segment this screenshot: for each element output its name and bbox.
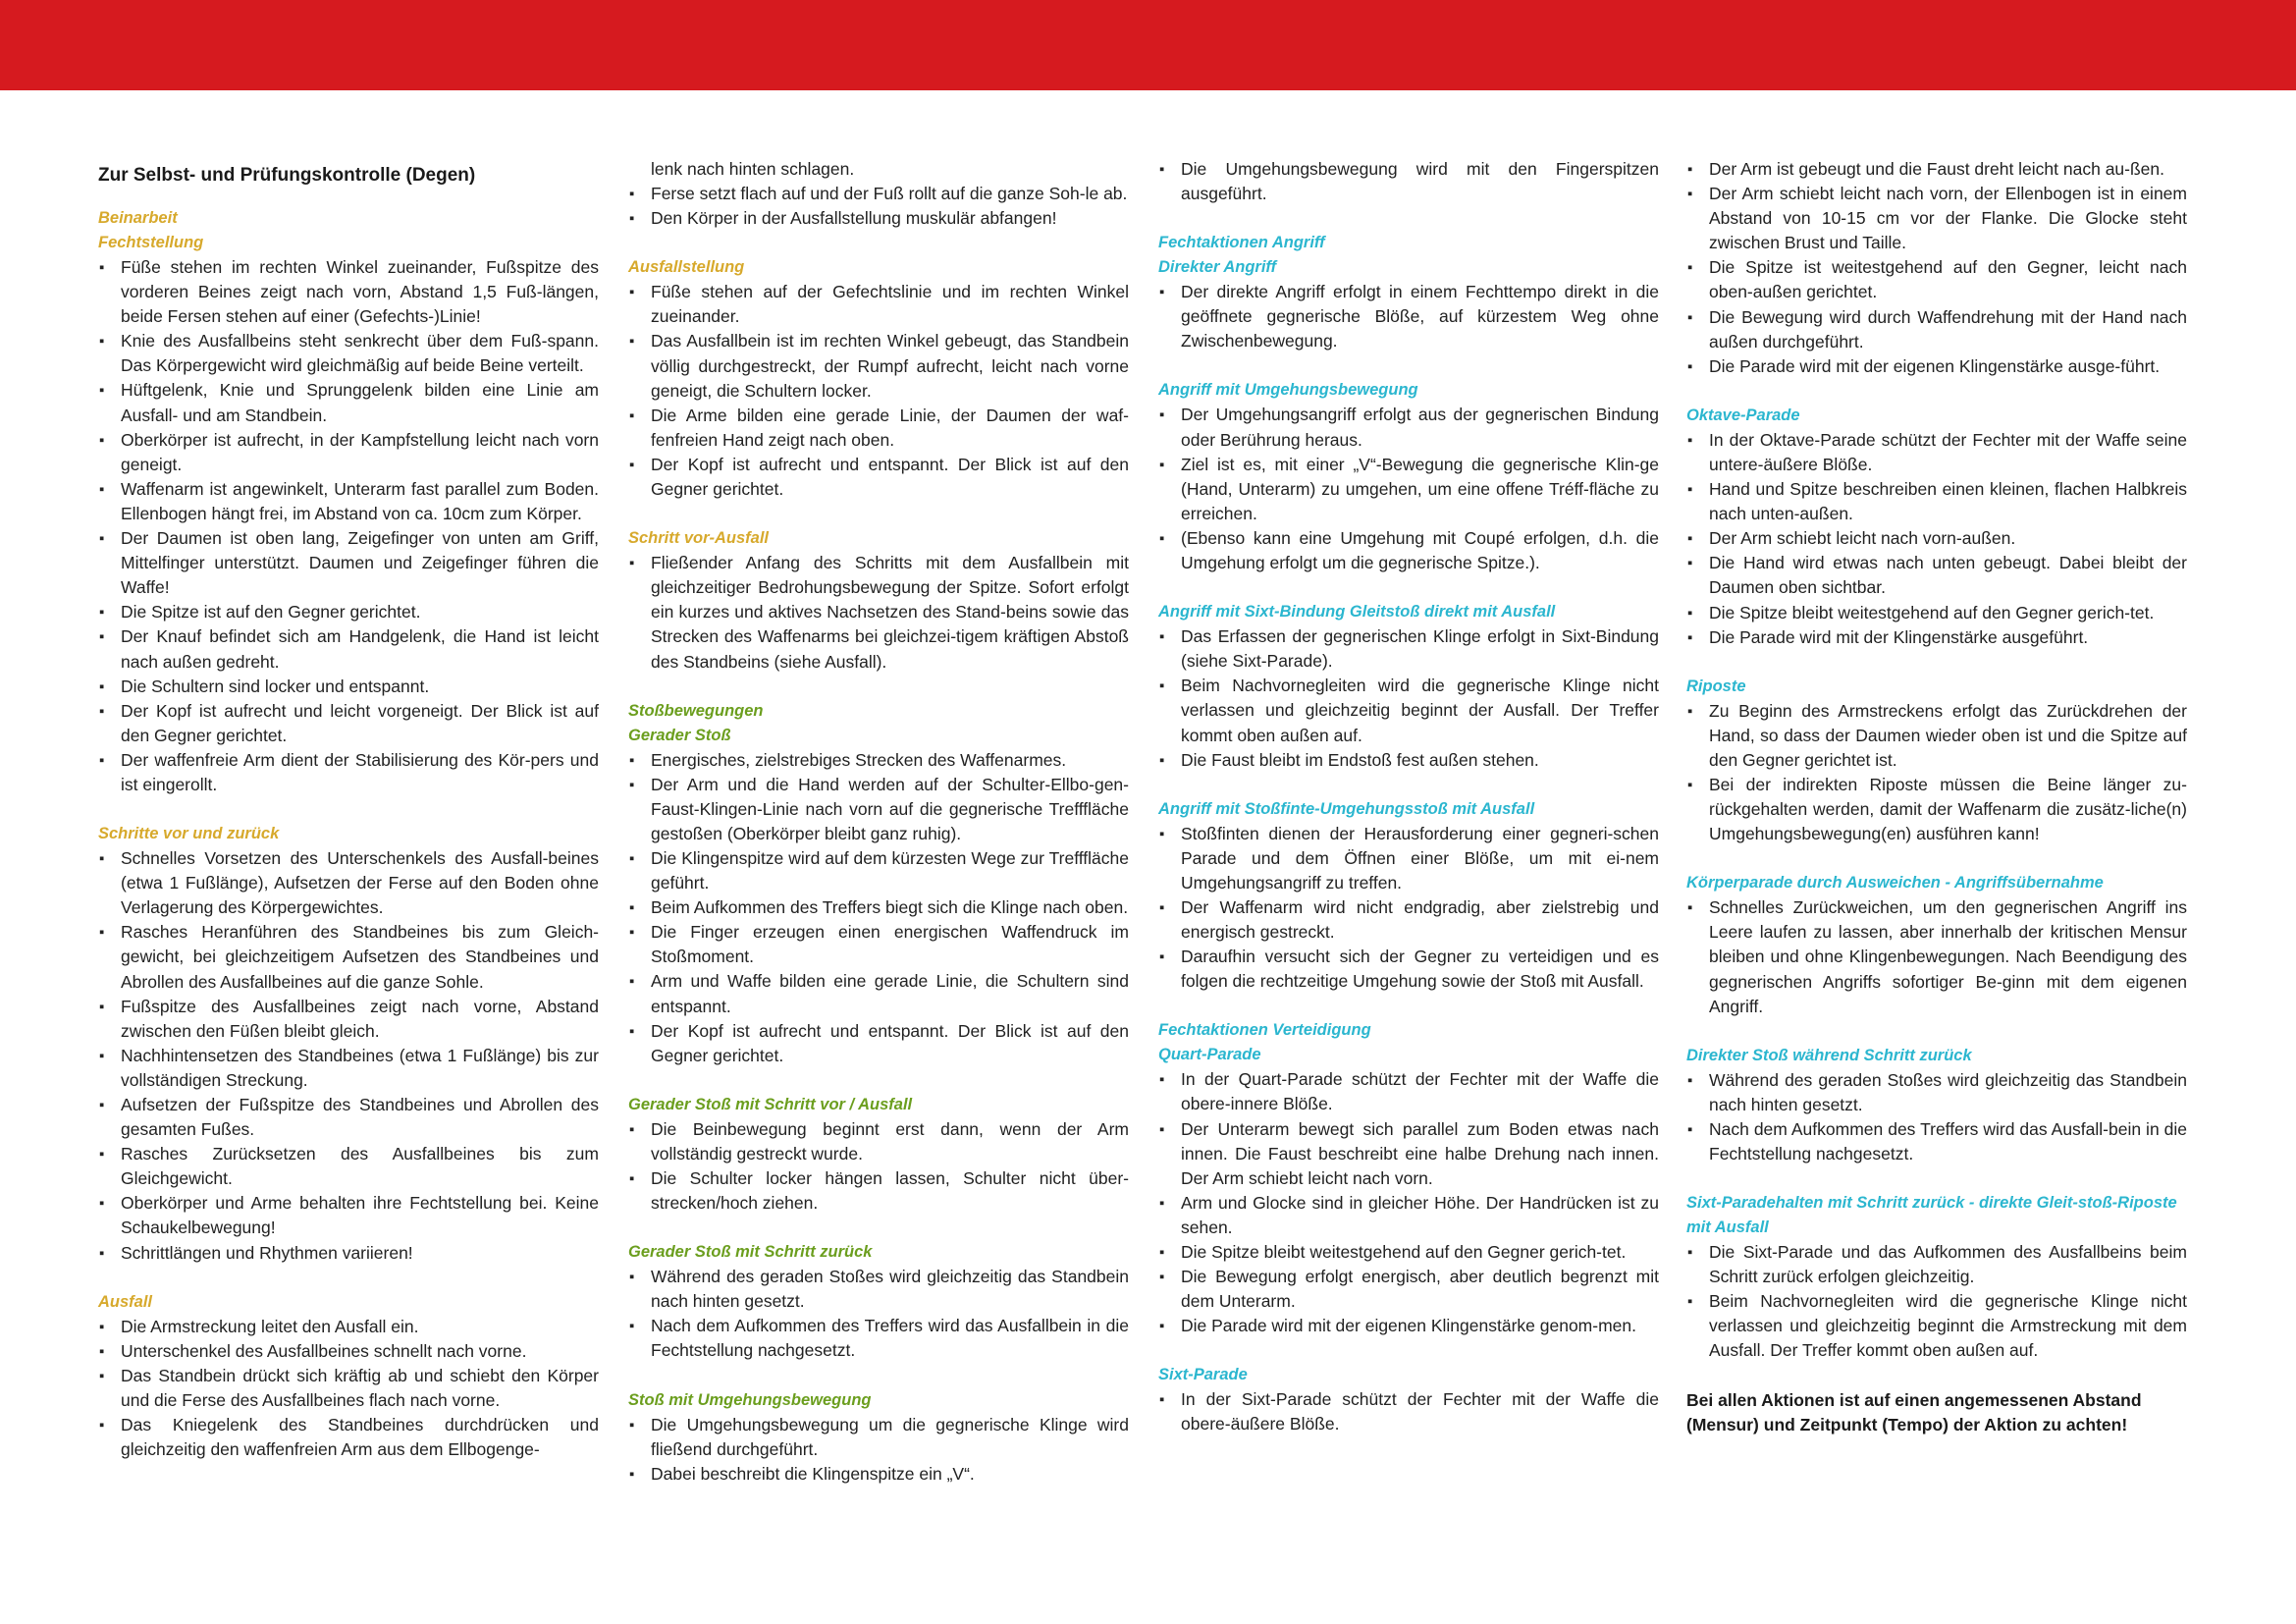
list-item: ▪ Das Ausfallbein ist im rechten Winkel gebeugt, das Standbein völlig durchgestreckt, der Rumpf aufrecht, leicht nach vorne geneigt, die Schultern locker. (628, 329, 1129, 403)
section-heading: Stoßbewegungen (628, 701, 764, 720)
list-item: ▪ Die Schultern sind locker und entspannt. (98, 675, 599, 699)
section-heading: Beinarbeit (98, 209, 178, 227)
list-item: ▪ Schnelles Vorsetzen des Unterschenkels des Ausfall-beines (etwa 1 Fußlänge), Aufsetzen der Ferse auf den Boden ohne Verlagerung des Körpergewichtes. (98, 846, 599, 920)
bullet-list (628, 1413, 1129, 1487)
section-heading: Direkter Stoß während Schritt zurück (1686, 1046, 1972, 1064)
section-continuation (1158, 157, 1659, 206)
list-item: ▪ Der waffenfreie Arm dient der Stabilisierung des Kör-pers und ist eingerollt. (98, 748, 599, 797)
bullet-list (1158, 1387, 1659, 1436)
list-item: ▪ Rasches Zurücksetzen des Ausfallbeines bis zum Gleichgewicht. (98, 1142, 599, 1191)
list-item: ▪ Das Kniegelenk des Standbeines durchdrücken und gleichzeitig den waffenfreien Arm aus dem Ellbogenge- (98, 1413, 599, 1462)
list-item: ▪ Oberkörper und Arme behalten ihre Fechtstellung bei. Keine Schaukelbewegung! (98, 1191, 599, 1240)
section-continuation (1686, 157, 2187, 379)
list-item: ▪ Der Kopf ist aufrecht und leicht vorgeneigt. Der Blick ist auf den Gegner gerichtet. (98, 699, 599, 748)
list-item: ▪ Aufsetzen der Fußspitze des Standbeines und Abrollen des gesamten Fußes. (98, 1093, 599, 1142)
list-item: ▪ Hüftgelenk, Knie und Sprunggelenk bilden eine Linie am Ausfall- und am Standbein. (98, 378, 599, 427)
list-item: ▪ Während des geraden Stoßes wird gleichzeitig das Standbein nach hinten gesetzt. (1686, 1068, 2187, 1117)
section-heading: Quart-Parade (1158, 1046, 1261, 1064)
list-item: ▪ Die Schulter locker hängen lassen, Schulter nicht über-strecken/hoch ziehen. (628, 1166, 1129, 1216)
list-item: ▪ Ferse setzt flach auf und der Fuß rollt auf die ganze Soh-le ab. (628, 182, 1129, 206)
bullet-list (1158, 624, 1659, 773)
list-item: ▪ Der Daumen ist oben lang, Zeigefinger von unten am Griff, Mittelfinger unterstützt. Daumen und Zeigefinger führen die Waffe! (98, 526, 599, 600)
list-item: ▪ Die Bewegung erfolgt energisch, aber deutlich begrenzt mit dem Unterarm. (1158, 1265, 1659, 1314)
list-item: ▪ Die Spitze bleibt weitestgehend auf den Gegner gerich-tet. (1158, 1240, 1659, 1265)
column-4 (1686, 157, 2187, 1437)
list-item: ▪ Nach dem Aufkommen des Treffers wird das Ausfall-bein in die Fechtstellung nachgesetzt. (1686, 1117, 2187, 1166)
section-heading: Körperparade durch Ausweichen - Angriffsübernahme (1686, 874, 2104, 893)
list-item: ▪ Zu Beginn des Armstreckens erfolgt das Zurückdrehen der Hand, so dass der Daumen wieder oben ist und die Spitze auf den Gegner gerichtet ist. (1686, 699, 2187, 773)
list-item: ▪ Der Umgehungsangriff erfolgt aus der gegnerischen Bindung oder Berührung heraus. (1158, 403, 1659, 452)
list-item: ▪ Die Bewegung wird durch Waffendrehung mit der Hand nach außen durchgeführt. (1686, 305, 2187, 354)
bullet-list (628, 280, 1129, 502)
bullet-list (1158, 403, 1659, 575)
list-item: ▪ Daraufhin versucht sich der Gegner zu verteidigen und es folgen die rechtzeitige Umgehung sowie der Stoß mit Ausfall. (1158, 945, 1659, 994)
section-sixt-paradehalten-mit-schritt-zuruck-direkte-gleit-stoss-riposte-mit-ausfall (1686, 1191, 2187, 1363)
column-3 (1158, 157, 1659, 1437)
list-item: ▪ Der Arm ist gebeugt und die Faust dreht leicht nach au-ßen. (1686, 157, 2187, 182)
bullet-list (1158, 822, 1659, 995)
section-direkter-stoss-wahrend-schritt-zuruck (1686, 1044, 2187, 1166)
section-ausfall (98, 1290, 599, 1463)
bullet-list (1686, 428, 2187, 650)
list-item: ▪ Schrittlängen und Rhythmen variieren! (98, 1241, 599, 1266)
list-item: ▪ Die Sixt-Parade und das Aufkommen des Ausfallbeins beim Schritt zurück erfolgen gleichzeitig. (1686, 1240, 2187, 1289)
list-item: ▪ Füße stehen im rechten Winkel zueinander, Fußspitze des vorderen Beines zeigt nach vorn, Abstand 1,5 Fuß-längen, beide Fersen stehen auf einer (Gefechts-)Linie! (98, 255, 599, 329)
bullet-list (98, 846, 599, 1266)
section-fechtstellung (98, 206, 599, 797)
list-item: ▪ Rasches Heranführen des Standbeines bis zum Gleich-gewicht, bei gleichzeitigem Aufsetzen des Standbeines und Abrollen des Ausfallbeines auf die ganze Sohle. (98, 920, 599, 994)
bullet-list (628, 551, 1129, 674)
list-item: ▪ Hand und Spitze beschreiben einen kleinen, flachen Halbkreis nach unten-außen. (1686, 477, 2187, 526)
column-1 (98, 157, 599, 1462)
bullet-list (1158, 1067, 1659, 1338)
section-gerader-stoss (628, 699, 1129, 1068)
list-item: ▪ Der direkte Angriff erfolgt in einem Fechttempo direkt in die geöffnete gegnerische Blöße, auf kürzestem Weg ohne Zwischenbewegung. (1158, 280, 1659, 353)
list-item: ▪ Arm und Waffe bilden eine gerade Linie, die Schultern sind entspannt. (628, 969, 1129, 1018)
section-heading: Sixt-Paradehalten mit Schritt zurück - direkte Gleit-stoß-Riposte mit Ausfall (1686, 1194, 2177, 1237)
section-gerader-stoss-mit-schritt-zuruck (628, 1240, 1129, 1363)
section-heading: Ausfall (98, 1292, 153, 1311)
list-item-continuation: lenk nach hinten schlagen. (651, 159, 855, 179)
section-continuation (628, 157, 1129, 231)
section-heading: Angriff mit Umgehungsbewegung (1158, 381, 1418, 400)
bullet-list (1158, 157, 1659, 206)
list-item: ▪ Während des geraden Stoßes wird gleichzeitig das Standbein nach hinten gesetzt. (628, 1265, 1129, 1314)
bullet-list (628, 748, 1129, 1068)
section-heading: Fechtstellung (98, 234, 204, 251)
list-item: ▪ Der Knauf befindet sich am Handgelenk, die Hand ist leicht nach außen gedreht. (98, 624, 599, 674)
list-item: ▪ In der Oktave-Parade schützt der Fechter mit der Waffe seine untere-äußere Blöße. (1686, 428, 2187, 477)
list-item: ▪ Knie des Ausfallbeins steht senkrecht über dem Fuß-spann. Das Körpergewicht wird gleichmäßig auf beide Beine verteilt. (98, 329, 599, 378)
list-item: ▪ In der Sixt-Parade schützt der Fechter mit der Waffe die obere-äußere Blöße. (1158, 1387, 1659, 1436)
list-item: ▪ Die Umgehungsbewegung um die gegnerische Klinge wird fließend durchgeführt. (628, 1413, 1129, 1462)
list-item: ▪ Füße stehen auf der Gefechtslinie und im rechten Winkel zueinander. (628, 280, 1129, 329)
section-direkter-angriff (1158, 231, 1659, 353)
list-item: ▪ Oberkörper ist aufrecht, in der Kampfstellung leicht nach vorn geneigt. (98, 428, 599, 477)
section-heading: Gerader Stoß mit Schritt zurück (628, 1243, 873, 1262)
section-quart-parade (1158, 1018, 1659, 1338)
list-item: ▪ Unterschenkel des Ausfallbeines schnellt nach vorne. (98, 1339, 599, 1364)
section-angriff-mit-stossfinte-umgehungsstoss-mit-ausfall (1158, 797, 1659, 995)
section-stoss-mit-umgehungsbewegung (628, 1388, 1129, 1487)
section-schritte-vor-und-zuruck (98, 822, 599, 1266)
list-item: ▪ Die Hand wird etwas nach unten gebeugt. Dabei bleibt der Daumen oben sichtbar. (1686, 551, 2187, 600)
section-heading: Gerader Stoß (628, 726, 731, 744)
list-item: ▪ Das Erfassen der gegnerischen Klinge erfolgt in Sixt-Bindung (siehe Sixt-Parade). (1158, 624, 1659, 674)
bullet-list (1686, 699, 2187, 847)
bullet-list (1158, 280, 1659, 353)
list-item: ▪ Schnelles Zurückweichen, um den gegnerischen Angriff ins Leere laufen zu lassen, aber innerhalb der kritischen Mensur bleiben und ohne Klingenbewegungen. Nach Beendigung des gegnerischen Angriffs sofortiger Be-ginn mit dem eigenen Angriff. (1686, 895, 2187, 1018)
footer-note: Bei allen Aktionen ist auf einen angemessenen Abstand (Mensur) und Zeitpunkt (Tempo) der Aktion zu achten! (1686, 1389, 2142, 1435)
list-item: ▪ Bei der indirekten Riposte müssen die Beine länger zu-rückgehalten werden, damit der Waffenarm die zusätz-liche(n) Umgehungsbewegung(en) ausführen kann! (1686, 773, 2187, 846)
list-item: ▪ Nachhintensetzen des Standbeines (etwa 1 Fußlänge) bis zur vollständigen Streckung. (98, 1044, 599, 1093)
list-item: ▪ Der Arm schiebt leicht nach vorn, der Ellenbogen ist in einem Abstand von 10-15 cm vor der Flanke. Die Glocke steht zwischen Brust und Taille. (1686, 182, 2187, 255)
section-heading: Riposte (1686, 677, 1746, 695)
list-item: ▪ Die Spitze bleibt weitestgehend auf den Gegner gerich-tet. (1686, 601, 2187, 625)
bullet-list (98, 1315, 599, 1463)
list-item: ▪ Die Finger erzeugen einen energischen Waffendruck im Stoßmoment. (628, 920, 1129, 969)
list-item: ▪ Beim Nachvornegleiten wird die gegnerische Klinge nicht verlassen und gleichzeitig beginnt die Armstreckung mit dem Ausfall. Der Treffer kommt oben außen auf. (1686, 1289, 2187, 1363)
section-ausfallstellung (628, 255, 1129, 502)
section-heading: Oktave-Parade (1686, 406, 1800, 424)
section-heading: Angriff mit Sixt-Bindung Gleitstoß direkt mit Ausfall (1158, 603, 1556, 622)
section-gerader-stoss-mit-schritt-vor-ausfall (628, 1093, 1129, 1216)
section-heading: Schritt vor-Ausfall (628, 529, 770, 548)
list-item: ▪ Waffenarm ist angewinkelt, Unterarm fast parallel zum Boden. Ellenbogen hängt frei, im Abstand von ca. 10cm zum Körper. (98, 477, 599, 526)
list-item: ▪ Der Unterarm bewegt sich parallel zum Boden etwas nach innen. Die Faust beschreibt eine halbe Drehung nach innen. Der Arm schiebt leicht nach vorn. (1158, 1117, 1659, 1191)
section-korperparade-durch-ausweichen-angriffsubernahme (1686, 871, 2187, 1018)
bullet-list (1686, 1068, 2187, 1166)
list-item: ▪ Die Spitze ist auf den Gegner gerichtet. (98, 600, 599, 624)
bullet-list (98, 255, 599, 797)
list-item: ▪ Die Umgehungsbewegung wird mit den Fingerspitzen ausgeführt. (1158, 157, 1659, 206)
list-item: ▪ Dabei beschreibt die Klingenspitze ein „V“. (628, 1462, 1129, 1487)
list-item: ▪ Die Parade wird mit der Klingenstärke ausgeführt. (1686, 625, 2187, 650)
section-angriff-mit-umgehungsbewegung (1158, 378, 1659, 575)
list-item: ▪ In der Quart-Parade schützt der Fechter mit der Waffe die obere-innere Blöße. (1158, 1067, 1659, 1116)
list-item: ▪ Fußspitze des Ausfallbeines zeigt nach vorne, Abstand zwischen den Füßen bleibt gleich. (98, 995, 599, 1044)
list-item: ▪ Die Faust bleibt im Endstoß fest außen stehen. (1158, 748, 1659, 773)
section-heading: Schritte vor und zurück (98, 825, 280, 843)
section-heading: Fechtaktionen Angriff (1158, 234, 1325, 252)
section-heading: Sixt-Parade (1158, 1366, 1248, 1384)
column-2 (628, 157, 1129, 1487)
section-angriff-mit-sixt-bindung-gleitstoss-direkt-mit-ausfall (1158, 600, 1659, 773)
bullet-list (1686, 1240, 2187, 1363)
list-item: ▪ Das Standbein drückt sich kräftig ab und schiebt den Körper und die Ferse des Ausfallbeines flach nach vorne. (98, 1364, 599, 1413)
list-item: ▪ Beim Nachvornegleiten wird die gegnerische Klinge nicht verlassen und gleichzeitig beginnt der Ausfall. Der Treffer kommt oben außen auf. (1158, 674, 1659, 747)
list-item: ▪ Nach dem Aufkommen des Treffers wird das Ausfallbein in die Fechtstellung nachgesetzt. (628, 1314, 1129, 1363)
list-item: ▪ Die Spitze ist weitestgehend auf den Gegner, leicht nach oben-außen gerichtet. (1686, 255, 2187, 304)
list-item: ▪ Energisches, zielstrebiges Strecken des Waffenarmes. (628, 748, 1129, 773)
section-heading: Stoß mit Umgehungsbewegung (628, 1390, 872, 1409)
page-title: Zur Selbst- und Prüfungskontrolle (Degen) (98, 165, 476, 186)
section-riposte (1686, 675, 2187, 847)
list-item: ▪ (Ebenso kann eine Umgehung mit Coupé erfolgen, d.h. die Umgehung erfolgt um die gegnerische Spitze.). (1158, 526, 1659, 575)
list-item: ▪ Der Arm schiebt leicht nach vorn-außen. (1686, 526, 2187, 551)
section-heading: Ausfallstellung (628, 258, 745, 277)
list-item: ▪ Den Körper in der Ausfallstellung muskulär abfangen! (628, 206, 1129, 231)
list-item: ▪ Der Kopf ist aufrecht und entspannt. Der Blick ist auf den Gegner gerichtet. (628, 1019, 1129, 1068)
section-schritt-vor-ausfall (628, 526, 1129, 674)
bullet-list (628, 1265, 1129, 1363)
list-item: ▪ Ziel ist es, mit einer „V“-Bewegung die gegnerische Klin-ge (Hand, Unterarm) zu umgehen, um eine offene Tréff-fläche zu erreichen. (1158, 453, 1659, 526)
list-item: ▪ Die Parade wird mit der eigenen Klingenstärke ausge-führt. (1686, 354, 2187, 379)
list-item: ▪ Arm und Glocke sind in gleicher Höhe. Der Handrücken ist zu sehen. (1158, 1191, 1659, 1240)
section-heading: Gerader Stoß mit Schritt vor / Ausfall (628, 1095, 913, 1113)
section-heading: Direkter Angriff (1158, 258, 1277, 277)
bullet-list (628, 1117, 1129, 1216)
list-item: ▪ Die Parade wird mit der eigenen Klingenstärke genom-men. (1158, 1314, 1659, 1338)
bullet-list (1686, 895, 2187, 1018)
list-item: ▪ Die Beinbewegung beginnt erst dann, wenn der Arm vollständig gestreckt wurde. (628, 1117, 1129, 1166)
list-item: ▪ Stoßfinten dienen der Herausforderung einer gegneri-schen Parade und dem Öffnen einer Blöße, um mit ei-nem Umgehungsangriff zu treffen. (1158, 822, 1659, 895)
list-item: ▪ Die Klingenspitze wird auf dem kürzesten Wege zur Trefffläche geführt. (628, 846, 1129, 895)
bullet-list (628, 157, 1129, 231)
list-item: ▪ Der Waffenarm wird nicht endgradig, aber zielstrebig und energisch gestreckt. (1158, 895, 1659, 945)
list-item: ▪ Beim Aufkommen des Treffers biegt sich die Klinge nach oben. (628, 895, 1129, 920)
section-sixt-parade (1158, 1363, 1659, 1436)
section-oktave-parade (1686, 404, 2187, 650)
section-heading: Angriff mit Stoßfinte-Umgehungsstoß mit Ausfall (1158, 799, 1535, 818)
list-item: ▪ Die Arme bilden eine gerade Linie, der Daumen der waf-fenfreien Hand zeigt nach oben. (628, 404, 1129, 453)
section-heading: Fechtaktionen Verteidigung (1158, 1021, 1371, 1040)
list-item: ▪ Fließender Anfang des Schritts mit dem Ausfallbein mit gleichzeitiger Bedrohungsbewegung der Spitze. Sofort erfolgt ein kurzes und aktives Nachsetzen des Stand-beins sowie das Strecken des Waffenarms bei gleichzei-tigem kräftigen Abstoß des Standbeins (siehe Ausfall). (628, 551, 1129, 674)
list-item: ▪ Der Kopf ist aufrecht und entspannt. Der Blick ist auf den Gegner gerichtet. (628, 453, 1129, 502)
bullet-list (1686, 157, 2187, 379)
list-item: ▪ Die Armstreckung leitet den Ausfall ein. (98, 1315, 599, 1339)
list-item: ▪ Der Arm und die Hand werden auf der Schulter-Ellbo-gen-Faust-Klingen-Linie nach vorn auf die gegnerische Trefffläche gestoßen (Oberkörper bleibt ganz ruhig). (628, 773, 1129, 846)
